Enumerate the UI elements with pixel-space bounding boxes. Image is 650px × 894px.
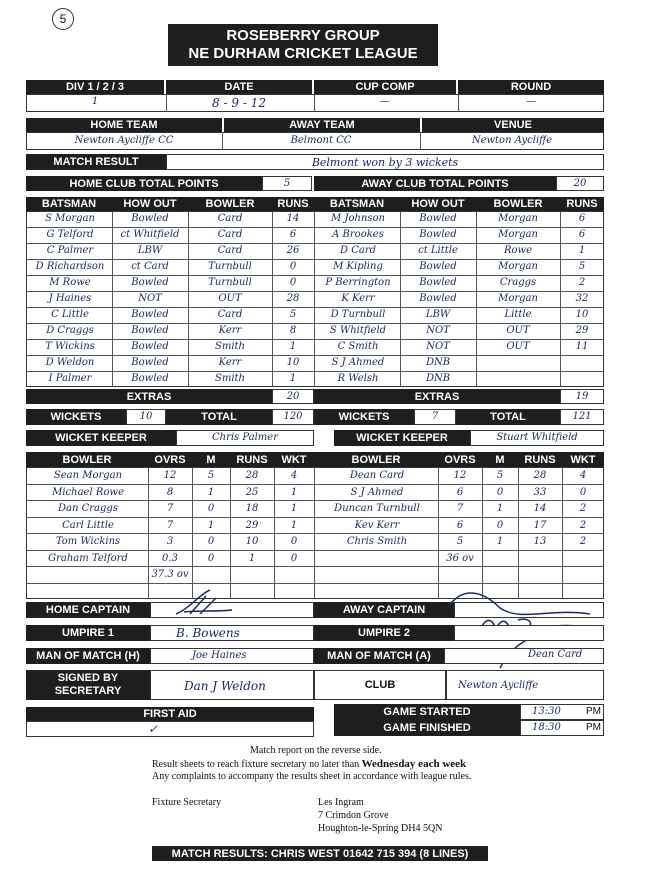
fixture-secretary-label: Fixture Secretary <box>152 797 222 808</box>
away-keeper-label: WICKET KEEPER <box>334 430 470 446</box>
div-label: DIV 1 / 2 / 3 <box>26 80 164 94</box>
away-batting-runs: 10 <box>575 309 589 320</box>
away-m-header: M <box>482 452 518 467</box>
home-bowling-ovrs: 0.3 <box>162 553 178 564</box>
home-total-label: TOTAL <box>166 409 272 425</box>
home-batting-bat: J Haines <box>48 293 92 304</box>
away-batting-bowl: Morgan <box>498 213 538 224</box>
away-batting-bowl: Morgan <box>498 293 538 304</box>
away-batting-bowl: OUT <box>506 341 530 352</box>
home-batting-bat: D Richardson <box>35 261 105 272</box>
away-bowling-ovrs: 6 <box>456 487 464 498</box>
home-batting-how: NOT <box>138 293 162 304</box>
signed-by-line1: SIGNED BY <box>57 672 119 684</box>
batting-row-divider <box>26 339 604 340</box>
away-bowling-runs: 33 <box>533 487 547 498</box>
home-batting-runs: 10 <box>286 357 300 368</box>
cup-label: CUP COMP <box>314 80 456 94</box>
home-captain-signature <box>170 584 240 620</box>
away-batting-bowl: Rowe <box>503 245 533 256</box>
batting-row-divider <box>26 355 604 356</box>
home-bowling-runs: 29 <box>245 520 259 531</box>
away-total-label: TOTAL <box>456 409 560 425</box>
game-started-pm: PM <box>586 706 601 717</box>
home-bowling-runs: 1 <box>248 553 256 564</box>
home-bowling-name: Graham Telford <box>48 553 128 564</box>
away-wickets-value: 7 <box>431 411 439 422</box>
home-bowling-runs: 10 <box>245 536 259 547</box>
home-bowling-m: 0 <box>207 553 215 564</box>
away-bowling-ovrs: 36 ov <box>446 553 474 564</box>
home-bowling-ovrs: 8 <box>166 487 174 498</box>
club-value: Newton Aycliffe <box>458 680 539 691</box>
home-bowling-m: 1 <box>207 487 215 498</box>
away-batting-bat: K Kerr <box>341 293 375 304</box>
home-team-label: HOME TEAM <box>26 118 222 132</box>
home-batting-bowl: Turnbull <box>208 261 252 272</box>
signed-by-line2: SECRETARY <box>54 685 122 697</box>
round-label: ROUND <box>458 80 604 94</box>
home-batting-runs: 5 <box>289 309 297 320</box>
home-points-value: 5 <box>283 178 291 189</box>
home-batting-bat: G Telford <box>46 229 94 240</box>
home-bowling-name: Carl Little <box>62 520 114 531</box>
batting-row-divider <box>26 259 604 260</box>
game-started-value: 13:30 <box>532 706 561 717</box>
away-batsman-header: BATSMAN <box>314 197 400 211</box>
home-batting-bowl: Kerr <box>218 325 242 336</box>
date-value: 8 - 9 - 12 <box>212 96 266 110</box>
away-batting-bat: A Brookes <box>332 229 384 240</box>
away-batting-bowl: OUT <box>506 325 530 336</box>
away-batting-bat: C Smith <box>337 341 379 352</box>
home-extras-value: 20 <box>286 391 300 402</box>
away-bowling-name: S J Ahmed <box>350 487 404 498</box>
home-total-value: 120 <box>283 411 303 422</box>
away-batting-runs: 29 <box>575 325 589 336</box>
away-batting-bat: D Card <box>340 245 376 256</box>
date-label: DATE <box>166 80 312 94</box>
away-batting-runs: 1 <box>578 245 586 256</box>
sheet-number <box>52 8 74 30</box>
home-captain-label: HOME CAPTAIN <box>26 602 150 618</box>
home-wickets-label: WICKETS <box>26 409 126 425</box>
away-batting-how: LBW <box>425 309 451 320</box>
home-batting-how: Bowled <box>131 213 169 224</box>
home-batting-runs: 28 <box>286 293 300 304</box>
away-team-value: Belmont CC <box>290 135 352 146</box>
away-bowling-ovrs: 12 <box>453 470 467 481</box>
away-batting-how: Bowled <box>419 277 457 288</box>
away-runs-header: RUNS <box>560 197 604 211</box>
home-points-label: HOME CLUB TOTAL POINTS <box>26 176 262 191</box>
away-batting-bowl: Morgan <box>498 261 538 272</box>
away-bowling-m: 0 <box>496 520 504 531</box>
home-runs-header: RUNS <box>272 197 314 211</box>
away-batting-how: Bowled <box>419 261 457 272</box>
home-batting-bowl: Smith <box>215 373 245 384</box>
umpire1-label: UMPIRE 1 <box>26 625 150 641</box>
home-batting-bat: S Morgan <box>45 213 95 224</box>
game-started-label: GAME STARTED <box>334 704 520 720</box>
home-bowling-name: Michael Rowe <box>52 487 124 498</box>
home-bowling-name: Tom Wickins <box>55 536 121 547</box>
away-batting-how: Bowled <box>419 229 457 240</box>
away-bowling-m: 5 <box>496 470 504 481</box>
title-line2: NE DURHAM CRICKET LEAGUE <box>188 45 418 62</box>
footer-line3: Any complaints to accompany the results sheet in accordance with league rules. <box>152 771 472 782</box>
home-bowling-ovrs: 3 <box>166 536 174 547</box>
mom-h-label: MAN OF MATCH (H) <box>26 648 150 664</box>
away-batting-runs: 5 <box>578 261 586 272</box>
home-batting-how: Bowled <box>131 357 169 368</box>
home-batting-runs: 1 <box>289 373 297 384</box>
home-ovrs-header: OVRS <box>148 452 192 467</box>
home-batting-how: ct Card <box>131 261 169 272</box>
venue-value: Newton Aycliffe <box>471 135 553 146</box>
batting-row-divider <box>26 227 604 228</box>
away-bowling-wkt: 4 <box>579 470 587 481</box>
bowling-row-divider <box>26 500 604 501</box>
away-batting-bat: S Whitfield <box>329 325 387 336</box>
home-batting-runs: 26 <box>286 245 300 256</box>
away-batting-how: NOT <box>426 325 450 336</box>
home-batting-bowl: OUT <box>218 293 242 304</box>
away-total-value: 121 <box>572 411 592 422</box>
home-batting-runs: 6 <box>289 229 297 240</box>
first-aid-cell <box>26 721 314 737</box>
home-batting-how: LBW <box>137 245 163 256</box>
away-bowling-wkt: 2 <box>579 503 587 514</box>
mom-h-value: Joe Haines <box>192 650 247 661</box>
bowling-row-divider <box>26 533 604 534</box>
away-batting-bowl: Little <box>504 309 532 320</box>
home-batting-bowl: Card <box>217 245 243 256</box>
home-batting-bowl: Card <box>217 213 243 224</box>
match-result-label: MATCH RESULT <box>26 154 166 170</box>
game-finished-label: GAME FINISHED <box>334 720 520 736</box>
away-batting-bat: R Welsh <box>337 373 379 384</box>
home-bowler-col-header: BOWLER <box>26 452 148 467</box>
home-bowling-runs: 18 <box>245 503 259 514</box>
away-batting-how: ct Little <box>418 245 458 256</box>
home-batting-bat: M Rowe <box>49 277 91 288</box>
away-batting-runs: 32 <box>575 293 589 304</box>
round-value: — <box>526 96 536 107</box>
away-batting-how: Bowled <box>419 293 457 304</box>
home-batting-how: Bowled <box>131 373 169 384</box>
club-label: CLUB <box>364 679 396 691</box>
home-bowling-runs: 25 <box>245 487 259 498</box>
away-extras-label: EXTRAS <box>314 389 560 404</box>
home-team-value: Newton Aycliffe CC <box>74 135 174 146</box>
batting-row-divider <box>26 243 604 244</box>
address-line2: 7 Crimdon Grove <box>318 810 389 821</box>
home-bowling-wkt: 0 <box>290 553 298 564</box>
home-wkt-header: WKT <box>274 452 314 467</box>
away-bowling-name: Dean Card <box>349 470 405 481</box>
home-batting-bowl: Card <box>217 309 243 320</box>
title-line1: ROSEBERRY GROUP <box>226 27 380 44</box>
away-extras-value: 19 <box>575 391 589 402</box>
batting-row-divider <box>26 291 604 292</box>
home-batting-how: ct Whitfield <box>120 229 180 240</box>
home-batting-bat: T Wickins <box>45 341 95 352</box>
away-howout-header: HOW OUT <box>400 197 476 211</box>
home-bowling-ovrs: 7 <box>166 520 174 531</box>
address-line3: Houghton-le-Spring DH4 5QN <box>318 823 443 834</box>
home-bowling-m: 5 <box>207 470 215 481</box>
umpire1-value: B. Bowens <box>176 626 240 640</box>
home-batting-how: Bowled <box>131 325 169 336</box>
away-batting-runs: 11 <box>575 341 589 352</box>
home-keeper-value: Chris Palmer <box>211 432 278 443</box>
bowling-row-divider <box>26 517 604 518</box>
away-bowling-name: Duncan Turnbull <box>334 503 420 514</box>
away-batting-runs: 2 <box>578 277 586 288</box>
away-batting-bat: M Johnson <box>331 213 385 224</box>
home-batting-runs: 8 <box>289 325 297 336</box>
match-result-value: Belmont won by 3 wickets <box>311 156 459 169</box>
away-bowling-name: Kev Kerr <box>354 520 400 531</box>
cup-value: — <box>380 96 390 107</box>
away-runs-col-header: RUNS <box>518 452 562 467</box>
away-bowling-name: Chris Smith <box>346 536 408 547</box>
away-batting-how: NOT <box>426 341 450 352</box>
home-runs-col-header: RUNS <box>230 452 274 467</box>
away-team-label: AWAY TEAM <box>224 118 420 132</box>
bottom-bar: MATCH RESULTS: CHRIS WEST 01642 715 394 (8 LINES) <box>152 846 488 861</box>
away-wkt-header: WKT <box>562 452 604 467</box>
home-batting-bat: D Weldon <box>45 357 95 368</box>
home-batting-bowl: Smith <box>215 341 245 352</box>
home-bowling-m: 0 <box>207 503 215 514</box>
batting-col-divider <box>314 211 315 387</box>
signed-by-label <box>26 670 150 700</box>
away-keeper-value: Stuart Whitfield <box>496 432 578 443</box>
away-batting-how: DNB <box>425 357 451 368</box>
bowling-row-divider <box>26 566 604 567</box>
home-batting-bat: D Craggs <box>46 325 94 336</box>
home-bowling-runs: 28 <box>245 470 259 481</box>
away-bowling-ovrs: 7 <box>456 503 464 514</box>
away-ovrs-header: OVRS <box>438 452 482 467</box>
away-batting-bowl: Craggs <box>499 277 537 288</box>
home-bowling-wkt: 1 <box>290 520 298 531</box>
home-bowling-wkt: 4 <box>290 470 298 481</box>
home-bowling-ovrs: 12 <box>163 470 177 481</box>
home-batting-bat: C Little <box>51 309 89 320</box>
away-points-label: AWAY CLUB TOTAL POINTS <box>314 176 556 191</box>
secretary-signature: Dan J Weldon <box>184 679 266 693</box>
footer-line2-text: Result sheets to reach fixture secretary no later than <box>152 759 362 770</box>
batting-row-divider <box>26 371 604 372</box>
away-bowling-m: 0 <box>496 487 504 498</box>
game-finished-pm: PM <box>586 722 601 733</box>
away-bowling-runs: 28 <box>533 470 547 481</box>
home-bowling-name: Dan Craggs <box>58 503 118 514</box>
away-batting-bat: M Kipling <box>333 261 383 272</box>
home-keeper-label: WICKET KEEPER <box>26 430 176 446</box>
batting-row-divider <box>26 323 604 324</box>
away-batting-bowl: Morgan <box>498 229 538 240</box>
away-bowling-ovrs: 5 <box>456 536 464 547</box>
home-bowler-header: BOWLER <box>188 197 272 211</box>
away-bowling-wkt: 2 <box>579 536 587 547</box>
away-batting-how: DNB <box>425 373 451 384</box>
first-aid-label: FIRST AID <box>26 707 314 721</box>
home-bowling-ovrs: 37.3 ov <box>151 569 189 580</box>
away-bowling-m: 1 <box>496 536 504 547</box>
sheet-number-text: 5 <box>59 12 67 26</box>
away-bowler-header: BOWLER <box>476 197 560 211</box>
home-batting-runs: 14 <box>286 213 300 224</box>
game-finished-value: 18:30 <box>532 722 561 733</box>
away-batting-bat: P Berrington <box>325 277 391 288</box>
batting-row-divider <box>26 275 604 276</box>
home-batting-how: Bowled <box>131 309 169 320</box>
away-bowling-m: 1 <box>496 503 504 514</box>
footer-line1: Match report on the reverse side. <box>250 745 382 756</box>
away-batting-bat: D Turnbull <box>330 309 386 320</box>
home-howout-header: HOW OUT <box>112 197 188 211</box>
bowling-row-divider <box>26 484 604 485</box>
home-batsman-header: BATSMAN <box>26 197 112 211</box>
away-batting-bat: S J Ahmed <box>331 357 385 368</box>
home-batting-bat: I Palmer <box>48 373 92 384</box>
away-bowler-col-header: BOWLER <box>314 452 438 467</box>
home-batting-how: Bowled <box>131 341 169 352</box>
home-batting-runs: 0 <box>289 277 297 288</box>
title-bar <box>168 24 438 66</box>
first-aid-value: ✓ <box>148 722 159 736</box>
div-value: 1 <box>91 96 99 107</box>
bowling-row-divider <box>26 550 604 551</box>
home-bowling-ovrs: 7 <box>166 503 174 514</box>
away-wickets-label: WICKETS <box>314 409 414 425</box>
umpire2-label: UMPIRE 2 <box>314 625 454 641</box>
home-batting-how: Bowled <box>131 277 169 288</box>
away-captain-label: AWAY CAPTAIN <box>314 602 454 618</box>
home-batting-runs: 0 <box>289 261 297 272</box>
club-label-cell <box>314 670 446 700</box>
home-bowling-wkt: 1 <box>290 503 298 514</box>
umpire2-cell <box>454 625 604 641</box>
home-batting-runs: 1 <box>289 341 297 352</box>
away-bowling-ovrs: 6 <box>456 520 464 531</box>
home-bowling-name: Sean Morgan <box>53 470 123 481</box>
mom-a-label: MAN OF MATCH (A) <box>314 648 444 664</box>
home-wickets-value: 10 <box>139 411 153 422</box>
address-line1: Les Ingram <box>318 797 364 808</box>
away-bowling-runs: 14 <box>533 503 547 514</box>
venue-label: VENUE <box>422 118 604 132</box>
footer-line2-bold: Wednesday each week <box>361 758 467 770</box>
home-bowling-wkt: 1 <box>290 487 298 498</box>
away-batting-runs: 6 <box>578 213 586 224</box>
home-extras-label: EXTRAS <box>26 389 272 404</box>
away-bowling-wkt: 0 <box>579 487 587 498</box>
home-bowling-wkt: 0 <box>290 536 298 547</box>
away-bowling-runs: 13 <box>533 536 547 547</box>
home-bowling-m: 0 <box>207 536 215 547</box>
away-bowling-wkt: 2 <box>579 520 587 531</box>
home-batting-bowl: Card <box>217 229 243 240</box>
home-m-header: M <box>192 452 230 467</box>
away-batting-how: Bowled <box>419 213 457 224</box>
footer-line2 <box>152 758 466 770</box>
away-points-value: 20 <box>573 178 587 189</box>
away-bowling-runs: 17 <box>533 520 547 531</box>
home-bowling-m: 1 <box>207 520 215 531</box>
home-batting-bat: C Palmer <box>46 245 94 256</box>
mom-a-value: Dean Card <box>528 649 583 660</box>
away-batting-runs: 6 <box>578 229 586 240</box>
home-batting-bowl: Kerr <box>218 357 242 368</box>
batting-row-divider <box>26 307 604 308</box>
home-batting-bowl: Turnbull <box>208 277 252 288</box>
